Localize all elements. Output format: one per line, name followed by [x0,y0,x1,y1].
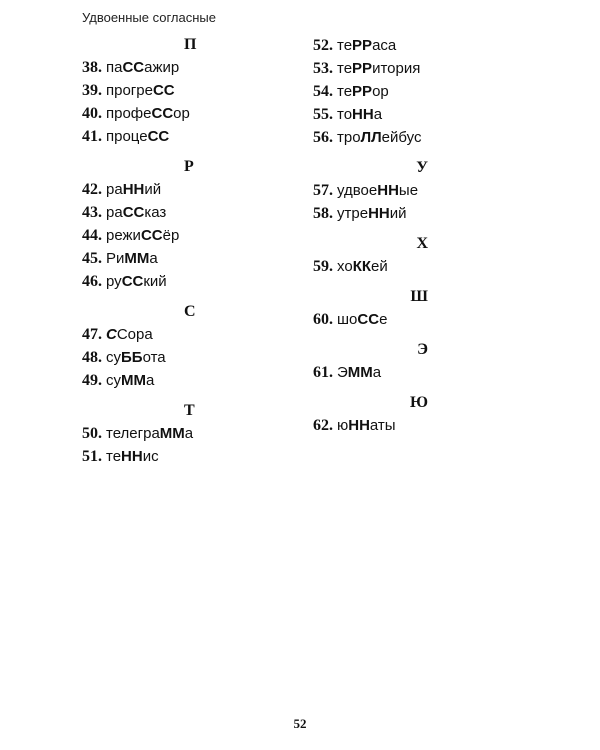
section-letter: Э [417,341,428,358]
entry-word: ССора [106,326,153,343]
word-entry [313,57,438,80]
entry-word: раССказ [106,204,167,221]
entry-number: 50. [82,425,102,442]
entry-number: 59. [313,258,333,275]
entry-word: шоССе [337,311,388,328]
section-letter: П [184,36,197,53]
section-letter: С [184,303,196,320]
left-column [82,34,282,468]
entry-number: 39. [82,82,102,99]
entry-word: РиММа [106,250,158,267]
entry-word: ЭММа [337,364,382,381]
entry-word: телеграММа [106,425,194,442]
word-entry [82,125,282,148]
entry-word: режиССёр [106,227,180,244]
word-entry [313,34,438,57]
section-letter: Х [416,235,428,252]
word-entry [82,270,282,293]
entry-word: троЛЛейбус [337,129,422,146]
entry-word: суББота [106,349,166,366]
entry-number: 54. [313,83,333,100]
entry-word: теННис [106,448,159,465]
word-entry [313,202,438,225]
entry-word: профеССор [106,105,190,122]
entry-number: 47. [82,326,102,343]
entry-word: юННаты [337,417,396,434]
entry-word: тоННа [337,106,383,123]
entry-number: 42. [82,181,102,198]
word-entry [313,414,438,437]
word-entry [82,56,282,79]
entry-word: процеСС [106,128,170,145]
entry-word: теРРаса [337,37,397,54]
word-entry [313,179,438,202]
word-entry [313,255,438,278]
entry-number: 40. [82,105,102,122]
page-number: 52 [293,716,307,731]
entry-word: хоККей [337,258,388,275]
word-entry [82,346,282,369]
entry-number: 49. [82,372,102,389]
entry-word: руССкий [106,273,167,290]
entry-number: 57. [313,182,333,199]
entry-number: 53. [313,60,333,77]
section-letter: У [416,159,428,176]
word-entry [82,247,282,270]
right-column [313,34,438,437]
running-header: Удвоенные согласные [82,10,216,25]
entry-word: теРРор [337,83,389,100]
word-entry [313,126,438,149]
word-entry [82,422,282,445]
word-entry [313,80,438,103]
section-letter: Ш [410,288,428,305]
word-entry [82,79,282,102]
entry-number: 45. [82,250,102,267]
word-entry [82,201,282,224]
word-entry [313,103,438,126]
entry-number: 60. [313,311,333,328]
word-entry [313,308,438,331]
entry-number: 44. [82,227,102,244]
entry-number: 48. [82,349,102,366]
word-entry [82,323,282,346]
entry-number: 41. [82,128,102,145]
entry-number: 62. [313,417,333,434]
section-letter: Ю [409,394,428,411]
section-letter: Т [184,402,195,419]
entry-word: паССажир [106,59,180,76]
entry-number: 52. [313,37,333,54]
entry-word: удвоеННые [337,182,419,199]
word-entry [82,445,282,468]
section-letter: Р [184,158,194,175]
entry-number: 51. [82,448,102,465]
word-entry [82,178,282,201]
entry-word: раННий [106,181,162,198]
entry-number: 58. [313,205,333,222]
word-entry [82,102,282,125]
entry-number: 55. [313,106,333,123]
entry-number: 46. [82,273,102,290]
entry-number: 38. [82,59,102,76]
entry-number: 61. [313,364,333,381]
entry-word: прогреСС [106,82,175,99]
word-entry [82,369,282,392]
entry-word: суММа [106,372,155,389]
entry-number: 43. [82,204,102,221]
entry-word: теРРитория [337,60,421,77]
word-entry [313,361,438,384]
entry-number: 56. [313,129,333,146]
entry-word: утреННий [337,205,407,222]
word-entry [82,224,282,247]
